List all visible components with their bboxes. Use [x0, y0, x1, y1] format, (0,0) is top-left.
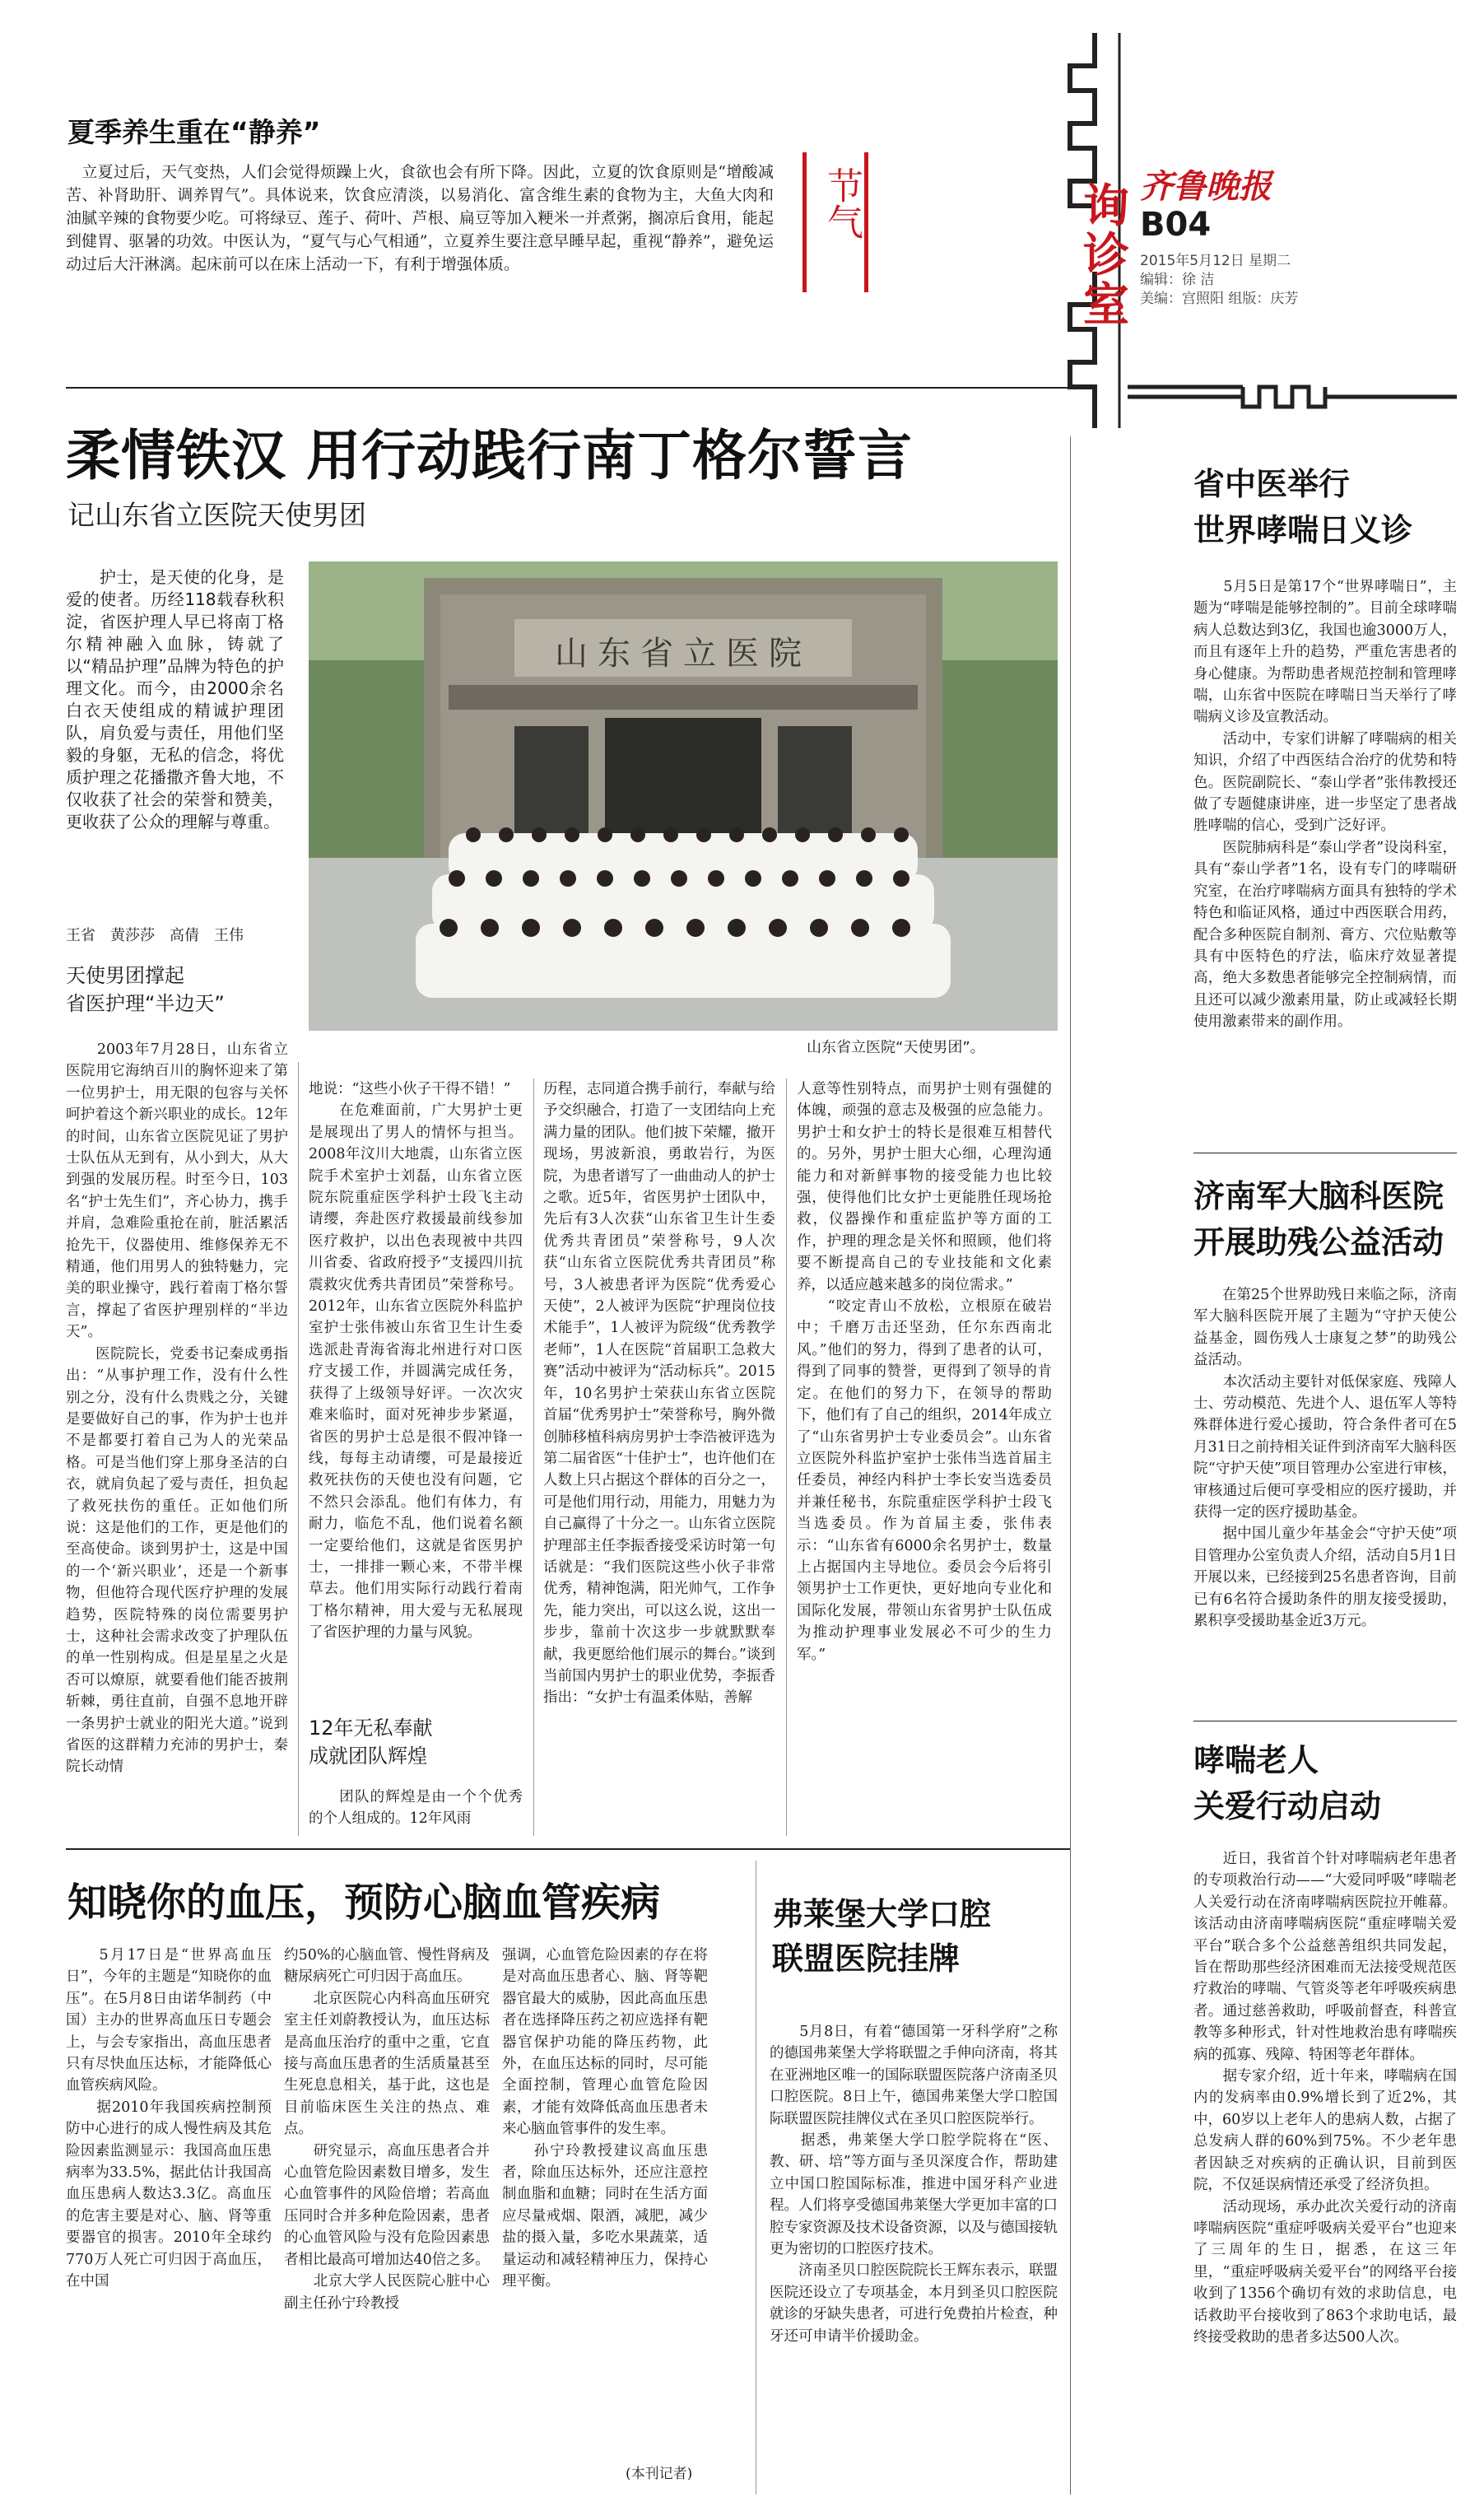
bp-col-2: 约50%的心脑血管、慢性肾病及糖尿病死亡可归因于高血压。 北京医院心内科高血压研究室主任刘蔚教授认为，血压达标是高血压治疗的重中之重，它直接与高血压患者的生活质量甚至生死息息相关，基于此，这也是目前临床医生关注的热点、难点。 研究显示，高血压患者合并心血管危险因素数目增多，发生心血管事件的风险倍增；若高血压同时合并多种危险因素，患者的心血管风险与没有危险因素患者相比最高可增加达40倍之多。 北京大学人民医院心脏中心副主任孙宁玲教授	[284, 1947, 490, 2312]
masthead	[1062, 33, 1457, 428]
main-subtitle: 记山东省立医院天使男团	[67, 499, 366, 531]
sidebar-title-3: 哮喘老人 关爱行动启动	[1193, 1742, 1382, 1824]
col-rule	[786, 1078, 787, 1836]
main-lead: 护士，是天使的化身，是爱的使者。历经118载春秋积淀，省医护理人早已将南丁格尔精神融入血脉，铸就了以“精品护理”品牌为特色的护理文化。而今，由2000余名白衣天使组成的精诚护理团队，肩负爱与责任，用他们坚毅的身躯，无私的信念，将优质护理之花播撒齐鲁大地，不仅收获了社会的荣誉和赞美，更收获了公众的理解与尊重。	[66, 567, 284, 832]
issue-date: 2015年5月12日 星期二	[1140, 253, 1291, 269]
sidebar-rule	[1070, 436, 1071, 2495]
col-rule	[298, 1062, 299, 1836]
main-title: 柔情铁汉 用行动践行南丁格尔誓言	[66, 424, 913, 487]
bp-col-3: 强调，心血管危险因素的存在将是对高血压患者心、脑、肾等靶器官最大的威胁，因此高血压患者在选择降压药之初应选择有靶器官保护功能的降压药物，此外，在血压达标的同时，尽可能全面控制，管理心血管危险因素，才能有效降低高血压患者未来心脑血管事件的发生率。 孙宁玲教授建议高血压患者，除血压达标外，还应注意控制血脂和血糖；同时在生活方面应尽量戒烟、限酒，减肥，减少盐的摄入量，多吃水果蔬菜，适量运动和减轻精神压力，保持心理平衡。	[502, 1947, 708, 2290]
bp-col-1: 5月17日是“世界高血压日”，今年的主题是“知晓你的血压”。在5月8日由诺华制药（中国）主办的世界高血压日专题会上，与会专家指出，高血压患者只有尽快血压达标，才能降低心血管疾病风险。 据2010年我国疾病控制预防中心进行的成人慢性病及其危险因素监测显示：我国高血压患病率为33.5%，据此估计我国高血压患病人数达3.3亿。高血压的危害主要是对心、脑、肾等重要器官的损害。2010年全球约770万人死亡可归因于高血压，在中国	[66, 1947, 272, 2290]
main-col-3: 历程，志同道合携手前行，奉献与给予交织融合，打造了一支团结向上充满力量的团队。他们披下荣耀，撤开现场，男波新浪，勇敢岩行，为医院，为患者谱写了一曲曲动人的护士之歌。近5年，省医男护士团队中，先后有3人次获“山东省卫生计生委优秀共青团员”荣誉称号，9人次获“山东省立医院优秀共青团员”称号，3人被患者评为医院“优秀爱心天使”，2人被评为医院“护理岗位技术能手”，1人被评为院级“优秀教学老师”，1人在医院“首届职工急救大赛”活动中被评为“活动标兵”。2015年，10名男护士荣获山东省立医院首届“优秀男护士”荣誉称号，胸外微创肺移植科病房男护士李浩被评选为第二届省医“十佳护士”，也许他们在人数上只占据这个群体的百分之一，可是他们用行动，用能力，用魅力为自己赢得了十分之一。山东省立医院护理部主任李振香接受采访时第一句话就是：“我们医院这些小伙子非常优秀，精神饱满，阳光帅气，工作争先，能力突出，可以这么说，这出一步步，靠前十次这步一步就默默奉献，我更愿给他们展示的舞台。”谈到当前国内男护士的职业优势，李振香指出：“女护士有温柔体贴，善解	[543, 1081, 775, 1707]
divider	[66, 1848, 1070, 1850]
sidebar-body-3: 近日，我省首个针对哮喘病老年患者的专项救治行动——“大爱同呼吸”哮喘老人关爱行动在济南哮喘病医院拉开帷幕。该活动由济南哮喘病医院“重症哮喘关爱平台”联合多个公益慈善组织共同发起，旨在帮助那些经济困难而无法接受规范医疗救治的哮喘、气管炎等老年呼吸疾病患者。通过慈善救助，呼吸前督查，科普宣教等多种形式，针对性地救治患有哮喘疾病的孤寡、残障、特困等老年群体。 据专家介绍，近十年来，哮喘病在国内的发病率由0.9%增长到了近2%，其中，60岁以上老年人的患病人数，占据了总发病人群的60%到75%。不少老年患者因缺乏对疾病的正确认识，目前到医院，不仅延误病情还承受了经济负担。 活动现场，承办此次关爱行动的济南哮喘病医院“重症呼吸病关爱平台”也迎来了三周年的生日，据悉，在这三年里，“重症呼吸病关爱平台”的网络平台接收到了1356个确切有效的求助信息，电话救助平台接收到了863个求助电话，最终接受救助的患者多达500人次。	[1193, 1851, 1457, 2346]
editor-credit: 编辑：徐 洁	[1140, 272, 1215, 288]
divider	[66, 387, 1070, 389]
summer-body: 立夏过后，天气变热，人们会觉得烦躁上火，食欲也会有所下降。因此，立夏的饮食原则是“增酸减苦、补肾助肝、调养胃气”。具体说来，饮食应清淡，以易消化、富含维生素的食物为主，大鱼大肉和油腻辛辣的食物要少吃。可将绿豆、莲子、荷叶、芦根、扁豆等加入粳米一并煮粥，搁凉后食用，能起到健胃、驱暑的功效。中医认为，“夏气与心气相通”，立夏养生要注意早睡早起，重视“静养”，避免运动过后大汗淋漓。起床前可以在床上活动一下，有利于增强体质。	[66, 163, 774, 273]
main-col-2b: 团队的辉煌是由一个个优秀的个人组成的。12年风雨	[309, 1789, 523, 1828]
sidebar-body-1: 5月5日是第17个“世界哮喘日”，主题为“哮喘是能够控制的”。目前全球哮喘病人总数达到3亿，我国也逾3000万人，而且有逐年上升的趋势，严重危害患者的身心健康。为帮助患者规范控制和管理哮喘，山东省中医院在哮喘日当天举行了哮喘病义诊及宣教活动。 活动中，专家们讲解了哮喘病的相关知识，介绍了中西医结合治疗的优势和特色。医院副院长、“泰山学者”张伟教授还做了专题健康讲座，进一步坚定了患者战胜哮喘的信心，受到广泛好评。 医院肺病科是“泰山学者”设岗科室，具有“泰山学者”1名，设有专门的哮喘研究室，在治疗哮喘病方面具有独特的学术特色和临证风格，通过中西医联合用药，配合多种医院自制剂、膏方、穴位贴敷等具有中医特色的疗法，临床疗效显著提高，绝大多数患者能够完全控制病情，而且还可以减少激素用量，防止或减轻长期使用激素带来的副作用。	[1193, 579, 1457, 1031]
dental-body: 5月8日，有着“德国第一牙科学府”之称的德国弗莱堡大学将联盟之手伸向济南，将其在亚洲地区唯一的国际联盟医院落户济南圣贝口腔医院。8日上午，德国弗莱堡大学口腔国际联盟医院挂牌仪式在圣贝口腔医院举行。 据悉，弗莱堡大学口腔学院将在“医、教、研、培”等方面与圣贝深度合作，帮助建立中国口腔国际标准，推进中国牙科产业进程。人们将享受德国弗莱堡大学更加丰富的口腔专家资源及技术设备资源，以及与德国接轨更为密切的口腔医疗技术。 济南圣贝口腔医院院长王辉东表示，联盟医院还设立了专项基金，本月到圣贝口腔医院就诊的牙缺失患者，可进行免费拍片检查，种牙还可申请半价援助金。	[770, 2024, 1058, 2345]
main-authors: 王省 黄莎莎 高倩 王伟	[66, 927, 244, 944]
subhead-1: 天使男团撑起 省医护理“半边天”	[66, 964, 225, 1015]
building-sign: 山东省立医院	[555, 635, 812, 673]
newspaper-logo: 齐鲁晚报	[1140, 167, 1272, 206]
main-col-4: 人意等性别特点，而男护士则有强健的体魄，顽强的意志及极强的应急能力。男护士和女护士的特长是很难互相替代的。另外，男护士胆大心细，心理沟通能力和对新鲜事物的接受能力也比较强，使得他们比女护士更能胜任现场抢救，仪器操作和重症监护等方面的工作，护理的理念是关怀和照顾，他们将要不断提高自己的专业技能和文化素养，以适应越来越多的岗位需求。” “咬定青山不放松，立根原在破岩中；千磨万击还坚劲，任尔东西南北风。”他们的努力，得到了患者的认可，得到了同事的赞誉，更得到了领导的肯定。在他们的努力下，在领导的帮助下，他们有了自己的组织，2014年成立了“山东省男护士专业委员会”。山东省立医院外科监护室护士张伟当选首届主任委员，神经内科护士李长安当选委员并兼任秘书，东院重症医学科护士段飞当选委员。作为首届主委，张伟表示：“山东省有6000余名男护士，数量上占据国内主导地位。委员会今后将引领男护士工作更快，更好地向专业化和国际化发展，带领山东省男护士队伍成为推动护理事业发展必不可少的生力军。”	[797, 1081, 1052, 1663]
main-col-1: 2003年7月28日，山东省立医院用它海纳百川的胸怀迎来了第一位男护士，用无限的包容与关怀呵护着这个新兴职业的成长。12年的时间，山东省立医院见证了男护士队伍从无到有，从小到大，从大到强的发展历程。时至今日，103名“护士先生们”，齐心协力，携手并肩，急难险重抢在前，脏活累活抢先干，仪器使用、维修保养无不精通，他们用男人的独特魅力，完美的职业操守，践行着南丁格尔誓言，撑起了省医护理别样的“半边天”。 医院院长，党委书记秦成勇指出：“从事护理工作，没有什么性别之分，没有什么贵贱之分，关键是要做好自己的事，作为护士也并不是都要打着自己为人的光荣品格。可是当他们穿上那身圣洁的白衣，就肩负起了爱与责任，担负起了救死扶伤的重任。正如他们所说：这是他们的工作，更是他们的至高使命。谈到男护士，这是中国的一个‘新兴职业’，还是一个新事物，但他符合现代医疗护理的发展趋势，医院特殊的岗位需要男护士，这种社会需求改变了护理队伍的单一性别构成。但是星星之火是否可以燎原，就要看他们能否披荆斩棘，勇往直前，自强不息地开辟一条男护士就业的阳光大道。”说到省医的这群精力充沛的男护士，秦院长动情	[66, 1041, 288, 1776]
col-rule	[533, 1078, 534, 1836]
photo-caption: 山东省立医院“天使男团”。	[807, 1039, 985, 1056]
solar-term-tag	[802, 152, 868, 292]
solar-term-label: 节气	[821, 167, 863, 240]
sidebar-body-2: 在第25个世界助残日来临之际，济南军大脑科医院开展了主题为“守护天使公益基金，圆伤残人士康复之梦”的助残公益活动。 本次活动主要针对低保家庭、残障人士、劳动模范、先进个人、退伍军人等特殊群体进行爱心援助，符合条件者可在5月31日之前持相关证件到济南军大脑科医院“守护天使”项目管理办公室进行审核，审核通过后便可享受相应的医疗援助，并获得一定的医疗援助基金。 据中国儿童少年基金会“守护天使”项目管理办公室负责人介绍，活动自5月1日开展以来，已经接到25名患者咨询，目前已有6名符合援助条件的朋友接受援助，累积享受援助基金近3万元。	[1193, 1287, 1457, 1630]
group-photo	[309, 561, 1058, 1031]
column-title: 询诊室	[1076, 181, 1129, 329]
bp-title: 知晓你的血压，预防心脑血管疾病	[67, 1880, 661, 1926]
page-number: B04	[1140, 206, 1212, 244]
meander-line	[1128, 379, 1457, 412]
designer-credit: 美编：宫照阳 组版：庆芳	[1140, 291, 1299, 307]
sidebar-title-1: 省中医举行 世界哮喘日义诊	[1193, 466, 1413, 548]
subhead-2: 12年无私奉献 成就团队辉煌	[309, 1717, 433, 1768]
summer-title: 夏季养生重在“静养”	[67, 116, 321, 148]
bp-signature: (本刊记者)	[626, 2466, 693, 2482]
main-col-2: 地说：“这些小伙子干得不错！” 在危难面前，广大男护士更是展现出了男人的情怀与担当。2008年汶川大地震，山东省立医院手术室护士刘磊，山东省立医院东院重症医学科护士段飞主动请缨，奔赴医疗救援最前线参加医疗救护，以出色表现被中共四川省委、省政府授予“支援四川抗震救灾优秀共青团员”荣誉称号。2012年，山东省立医院外科监护室护士张伟被山东省卫生计生委选派赴青海省海北州进行对口医疗支援工作，并圆满完成任务，获得了上级领导好评。一次次灾难来临时，面对死神步步紧逼，省医的男护士总是很不假冲锋一线，每每主动请缨，可是最接近救死扶伤的天使也没有问题，它不然只会添乱。他们有体力，有耐力，临危不乱，他们说着名额一定要给他们，这就是省医男护士，一排排一颗心来，不带半棵草去。他们用实际行动践行着南丁格尔精神，用大爱与无私展现了省医护理的力量与风貌。	[309, 1081, 523, 1642]
dental-title: 弗莱堡大学口腔 联盟医院挂牌	[772, 1896, 992, 1977]
sidebar-title-2: 济南军大脑科医院 开展助残公益活动	[1193, 1178, 1444, 1260]
